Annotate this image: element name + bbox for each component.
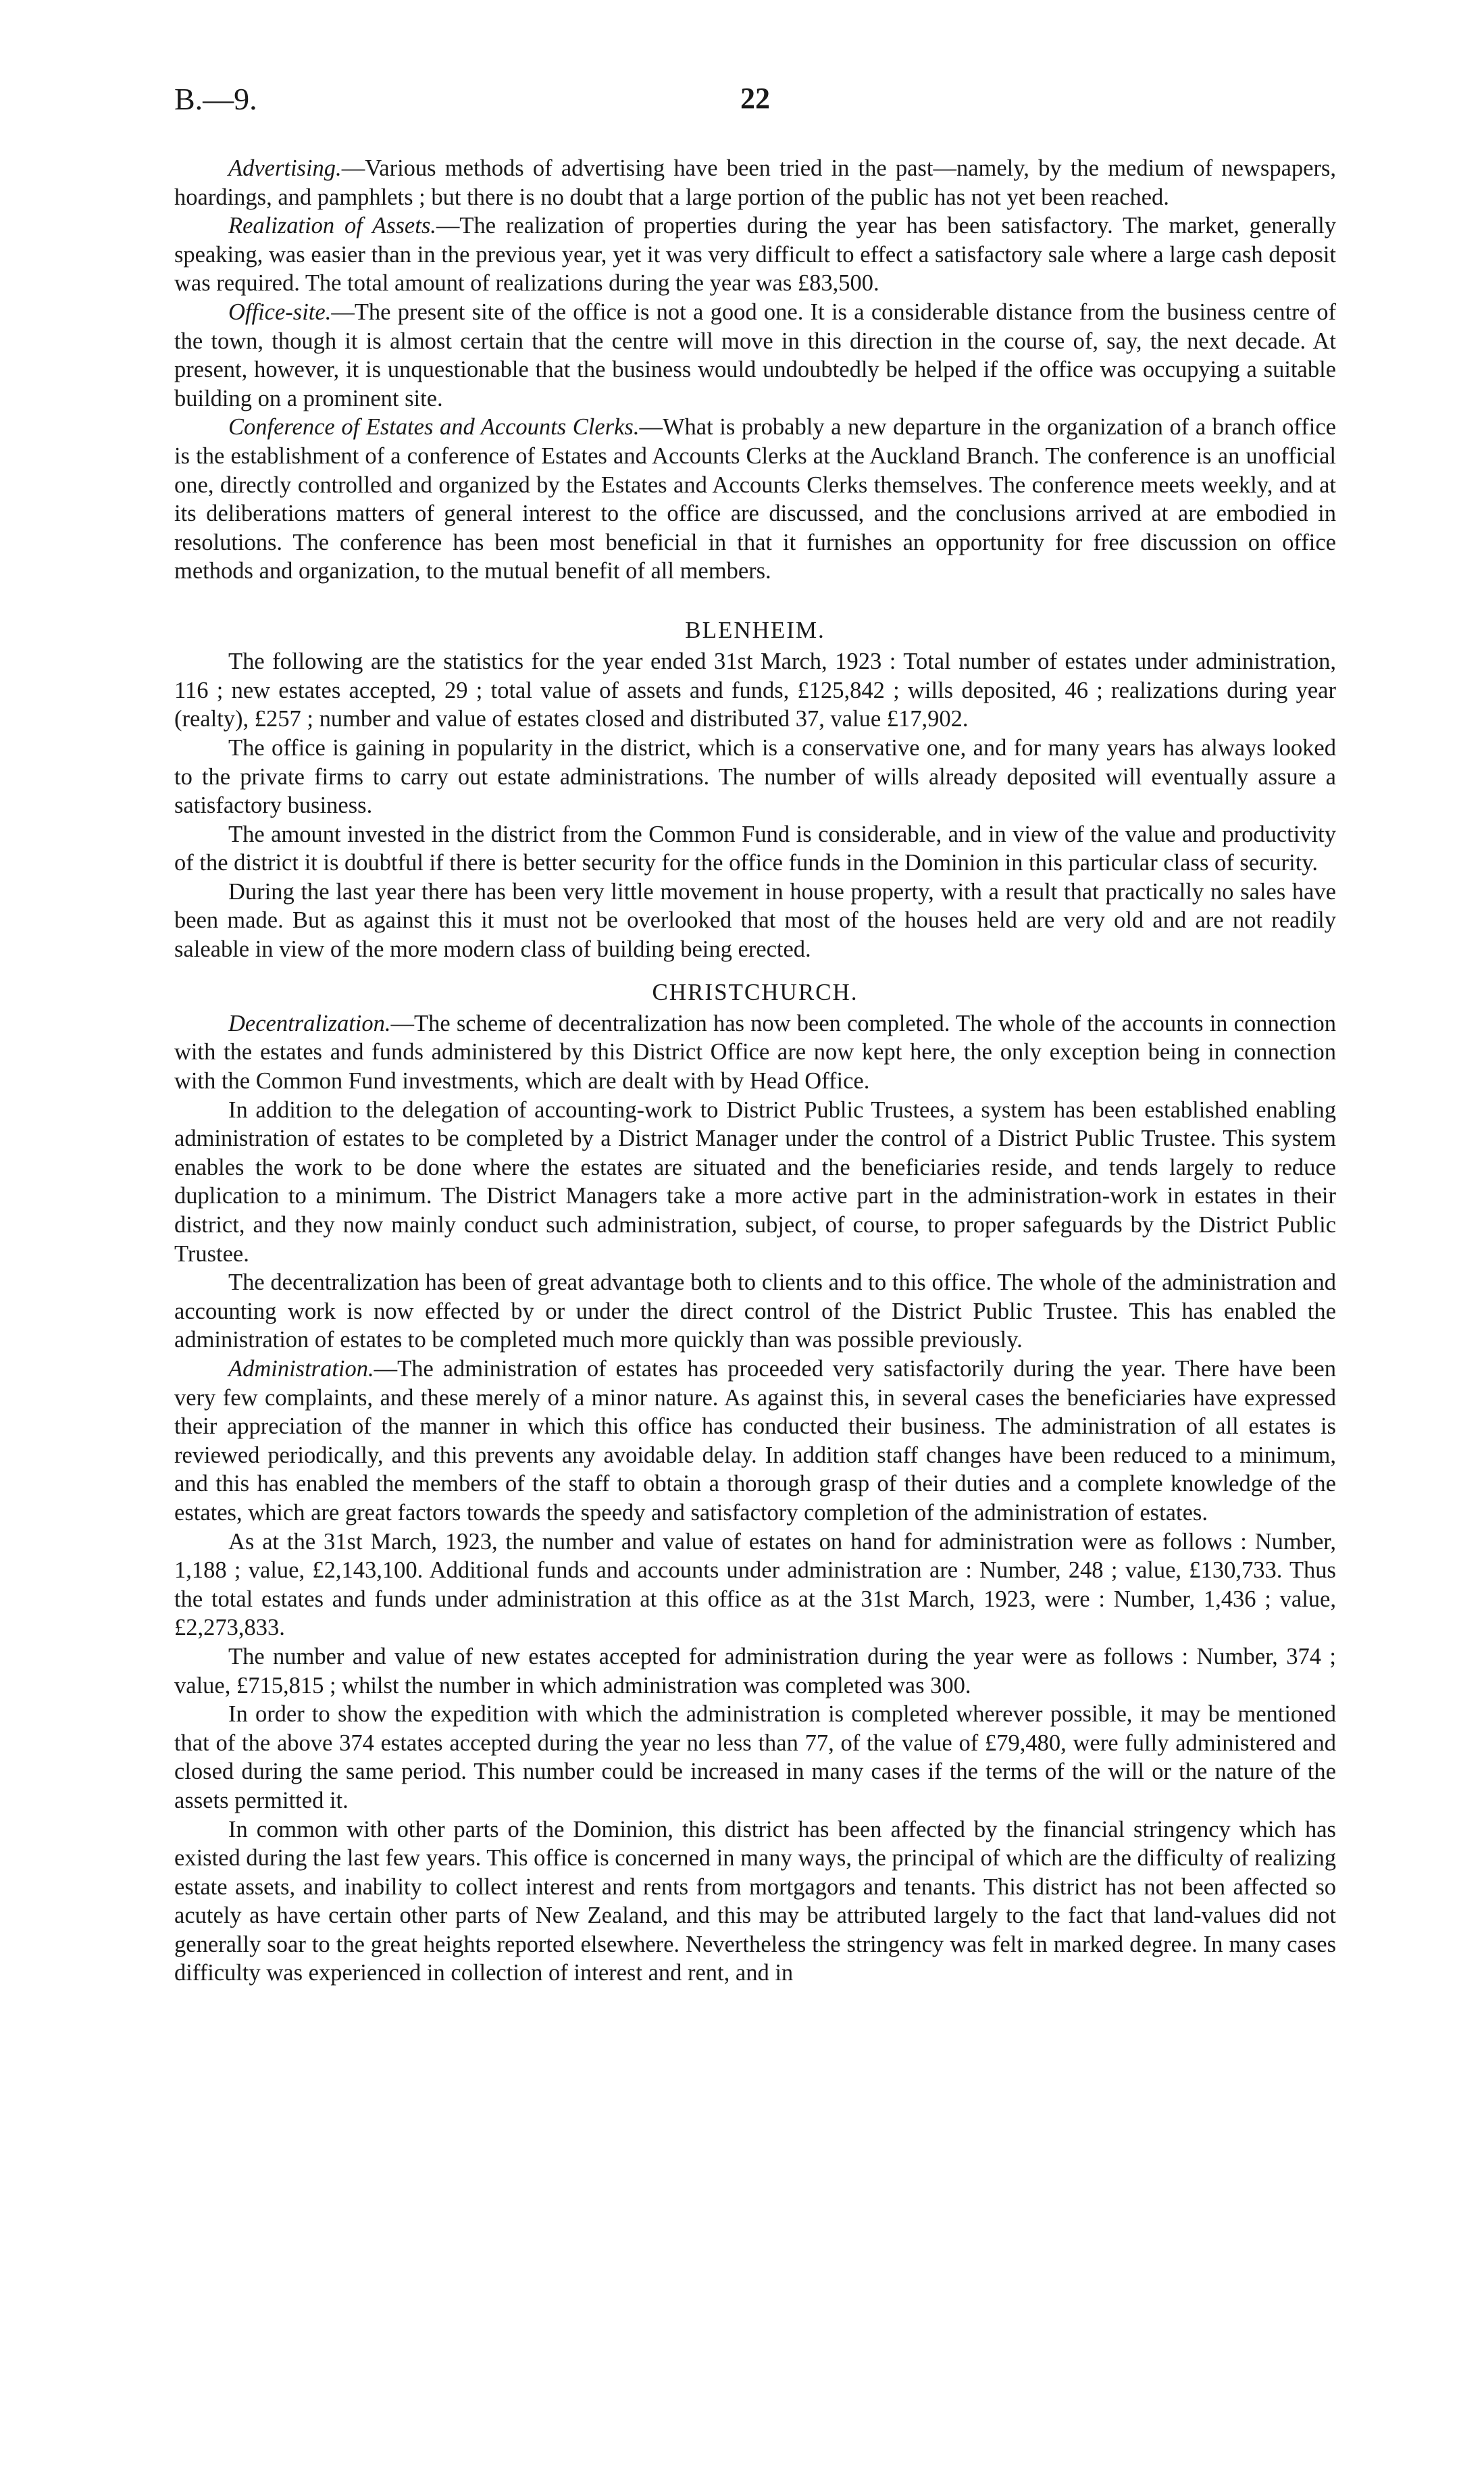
paragraph-estates-on-hand: As at the 31st March, 1923, the number and value of estates on hand for administration were as follows : Number, 1,188 ; value, £2,143,100. Additional funds and accounts under administration are : Number, 248 ; value, £130,733. Thus the total estates and funds under administration at this office as at the 31st March, 1923, were : Number, 1,436 ; value, £2,273,833.: [174, 1528, 1336, 1641]
heading-blenheim: BLENHEIM.: [685, 616, 825, 643]
paragraph-delegation: In addition to the delegation of accounting-work to District Public Trustees, a system has been established enabling administration of estates to be completed by a District Manager under the control of a District Public Trustee. This system enables the work to be done where the estates are situated and the beneficiaries reside, and tends largely to reduce duplication to a minimum. The District Managers take a more active part in the administration-work in estates in their district, and they now mainly conduct such administration, subject, of course, to proper safeguards by the District Public Trustee.: [174, 1097, 1336, 1267]
paragraph-lead-label: Decentralization.: [228, 1010, 391, 1036]
paragraph-blenheim-popularity: The office is gaining in popularity in the district, which is a conservative one, and for many years has always looked to the private firms to carry out estate administrations. The number of wills already deposited will eventually assure a satisfactory business.: [174, 734, 1336, 819]
paragraph-realization-of-assets: [174, 211, 1336, 298]
paragraph-lead-label: Administration.: [228, 1356, 374, 1382]
paragraph-blenheim-house-property: During the last year there has been very little movement in house property, with a result that practically no sales have been made. But as against this it must not be overlooked that most of the houses held are very old and are not readily saleable in view of the more modern class of building being erected.: [174, 878, 1336, 963]
page-header: [174, 81, 1336, 135]
paragraph-decentralization-advantage: The decentralization has been of great advantage both to clients and to this office. The whole of the administration and accounting work is now effected by or under the direct control of the District Public Trustee. This has enabled the administration of estates to be completed much more quickly than was possible previously.: [174, 1269, 1336, 1353]
paragraph-text: —The present site of the office is not a good one. It is a considerable distance from the business centre of the town, though it is almost certain that the centre will move in this direction in the course of, say, the next decade. At present, however, it is unquestionable that the business would undoubtedly be helped if the office was occupying a suitable building on a prominent site.: [174, 299, 1336, 411]
paragraph-administration: [174, 1355, 1336, 1528]
paragraph-text: —The realization of properties during the year has been satisfactory. The market, generally speaking, was easier than in the previous year, yet it was very difficult to effect a satisfactory sale where a large cash deposit was required. The total amount of realizations during the year was £83,500.: [174, 213, 1336, 297]
paragraph-blenheim-statistics: The following are the statistics for the year ended 31st March, 1923 : Total number of estates under administration, 116 ; new estates accepted, 29 ; total value of assets and funds, £125,842 ; wills deposited, 46 ; realizations during year (realty), £257 ; number and value of estates closed and distributed 37, value £17,902.: [174, 649, 1336, 732]
paragraph-expedition: In order to show the expedition with which the administration is completed wherever possible, it may be mentioned that of the above 374 estates accepted during the year no less than 77, of the value of £79,480, were fully administered and closed during the same period. This number could be increased in many cases if the terms of the will or the nature of the assets permitted it.: [174, 1701, 1336, 1813]
paragraph-lead-label: Conference of Estates and Accounts Clerks.: [228, 414, 640, 441]
report-reference: B.—9.: [174, 82, 257, 116]
paragraph-lead-label: Office-site.: [228, 299, 332, 325]
paragraph-new-estates: The number and value of new estates accepted for administration during the year were as follows : Number, 374 ; value, £715,815 ; whilst the number in which administration was completed was 300.: [174, 1643, 1336, 1698]
paragraph-lead-label: Advertising.: [228, 155, 342, 181]
heading-christchurch: CHRISTCHURCH.: [652, 978, 859, 1005]
paragraph-lead-label: Realization of Assets.: [228, 213, 436, 239]
page-number: 22: [740, 82, 770, 115]
paragraph-text: —The scheme of decentralization has now been completed. The whole of the accounts in connection with the estates and funds administered by this District Office are now kept here, the only exception being in connection with the Common Fund investments, which are dealt with by Head Office.: [174, 1010, 1336, 1094]
paragraph-office-site: [174, 298, 1336, 413]
paragraph-text: —The administration of estates has proceeded very satisfactorily during the year. There have been very few complaints, and these merely of a minor nature. As against this, in several cases the beneficiaries have expressed their appreciation of the manner in which this office has conducted their business. The administration of all estates is reviewed periodically, and this prevents any avoidable delay. In addition staff changes have been reduced to a minimum, and this has enabled the members of the staff to obtain a thorough grasp of their duties and a complete knowledge of the estates, which are great factors towards the speedy and satisfactory completion of the administration of estates.: [174, 1356, 1336, 1526]
paragraph-blenheim-common-fund: The amount invested in the district from the Common Fund is considerable, and in view of the value and productivity of the district it is doubtful if there is better security for the office funds in the Dominion in this particular class of security.: [174, 821, 1336, 876]
page-body: [174, 154, 1336, 1988]
paragraph-decentralization: [174, 1009, 1336, 1096]
paragraph-financial-stringency: In common with other parts of the Dominion, this district has been affected by the financial stringency which has existed during the last few years. This office is concerned in many ways, the principal of which are the difficulty of realizing estate assets, and inability to collect interest and rents from mortgagors and tenants. This district has not been affected so acutely as have certain other parts of New Zealand, and this may be attributed largely to the fact that land-values did not generally soar to the great heights reported elsewhere. Nevertheless the stringency was felt in marked degree. In many cases difficulty was experienced in collection of interest and rent, and in: [174, 1816, 1336, 1986]
paragraph-conference: [174, 413, 1336, 586]
paragraph-text: —Various methods of advertising have been tried in the past—namely, by the medium of newspapers, hoardings, and pamphlets ; but there is no doubt that a large portion of the public has not yet been reached.: [174, 155, 1336, 210]
paragraph-text: —What is probably a new departure in the organization of a branch office is the establishment of a conference of Estates and Accounts Clerks at the Auckland Branch. The conference is an unofficial one, directly controlled and organized by the Estates and Accounts Clerks themselves. The conference meets weekly, and at its deliberations matters of general interest to the office are discussed, and the conclusions arrived at are embodied in resolutions. The conference has been most beneficial in that it furnishes an opportunity for free discussion on office methods and organization, to the mutual benefit of all members.: [174, 414, 1336, 584]
paragraph-advertising: [174, 154, 1336, 211]
